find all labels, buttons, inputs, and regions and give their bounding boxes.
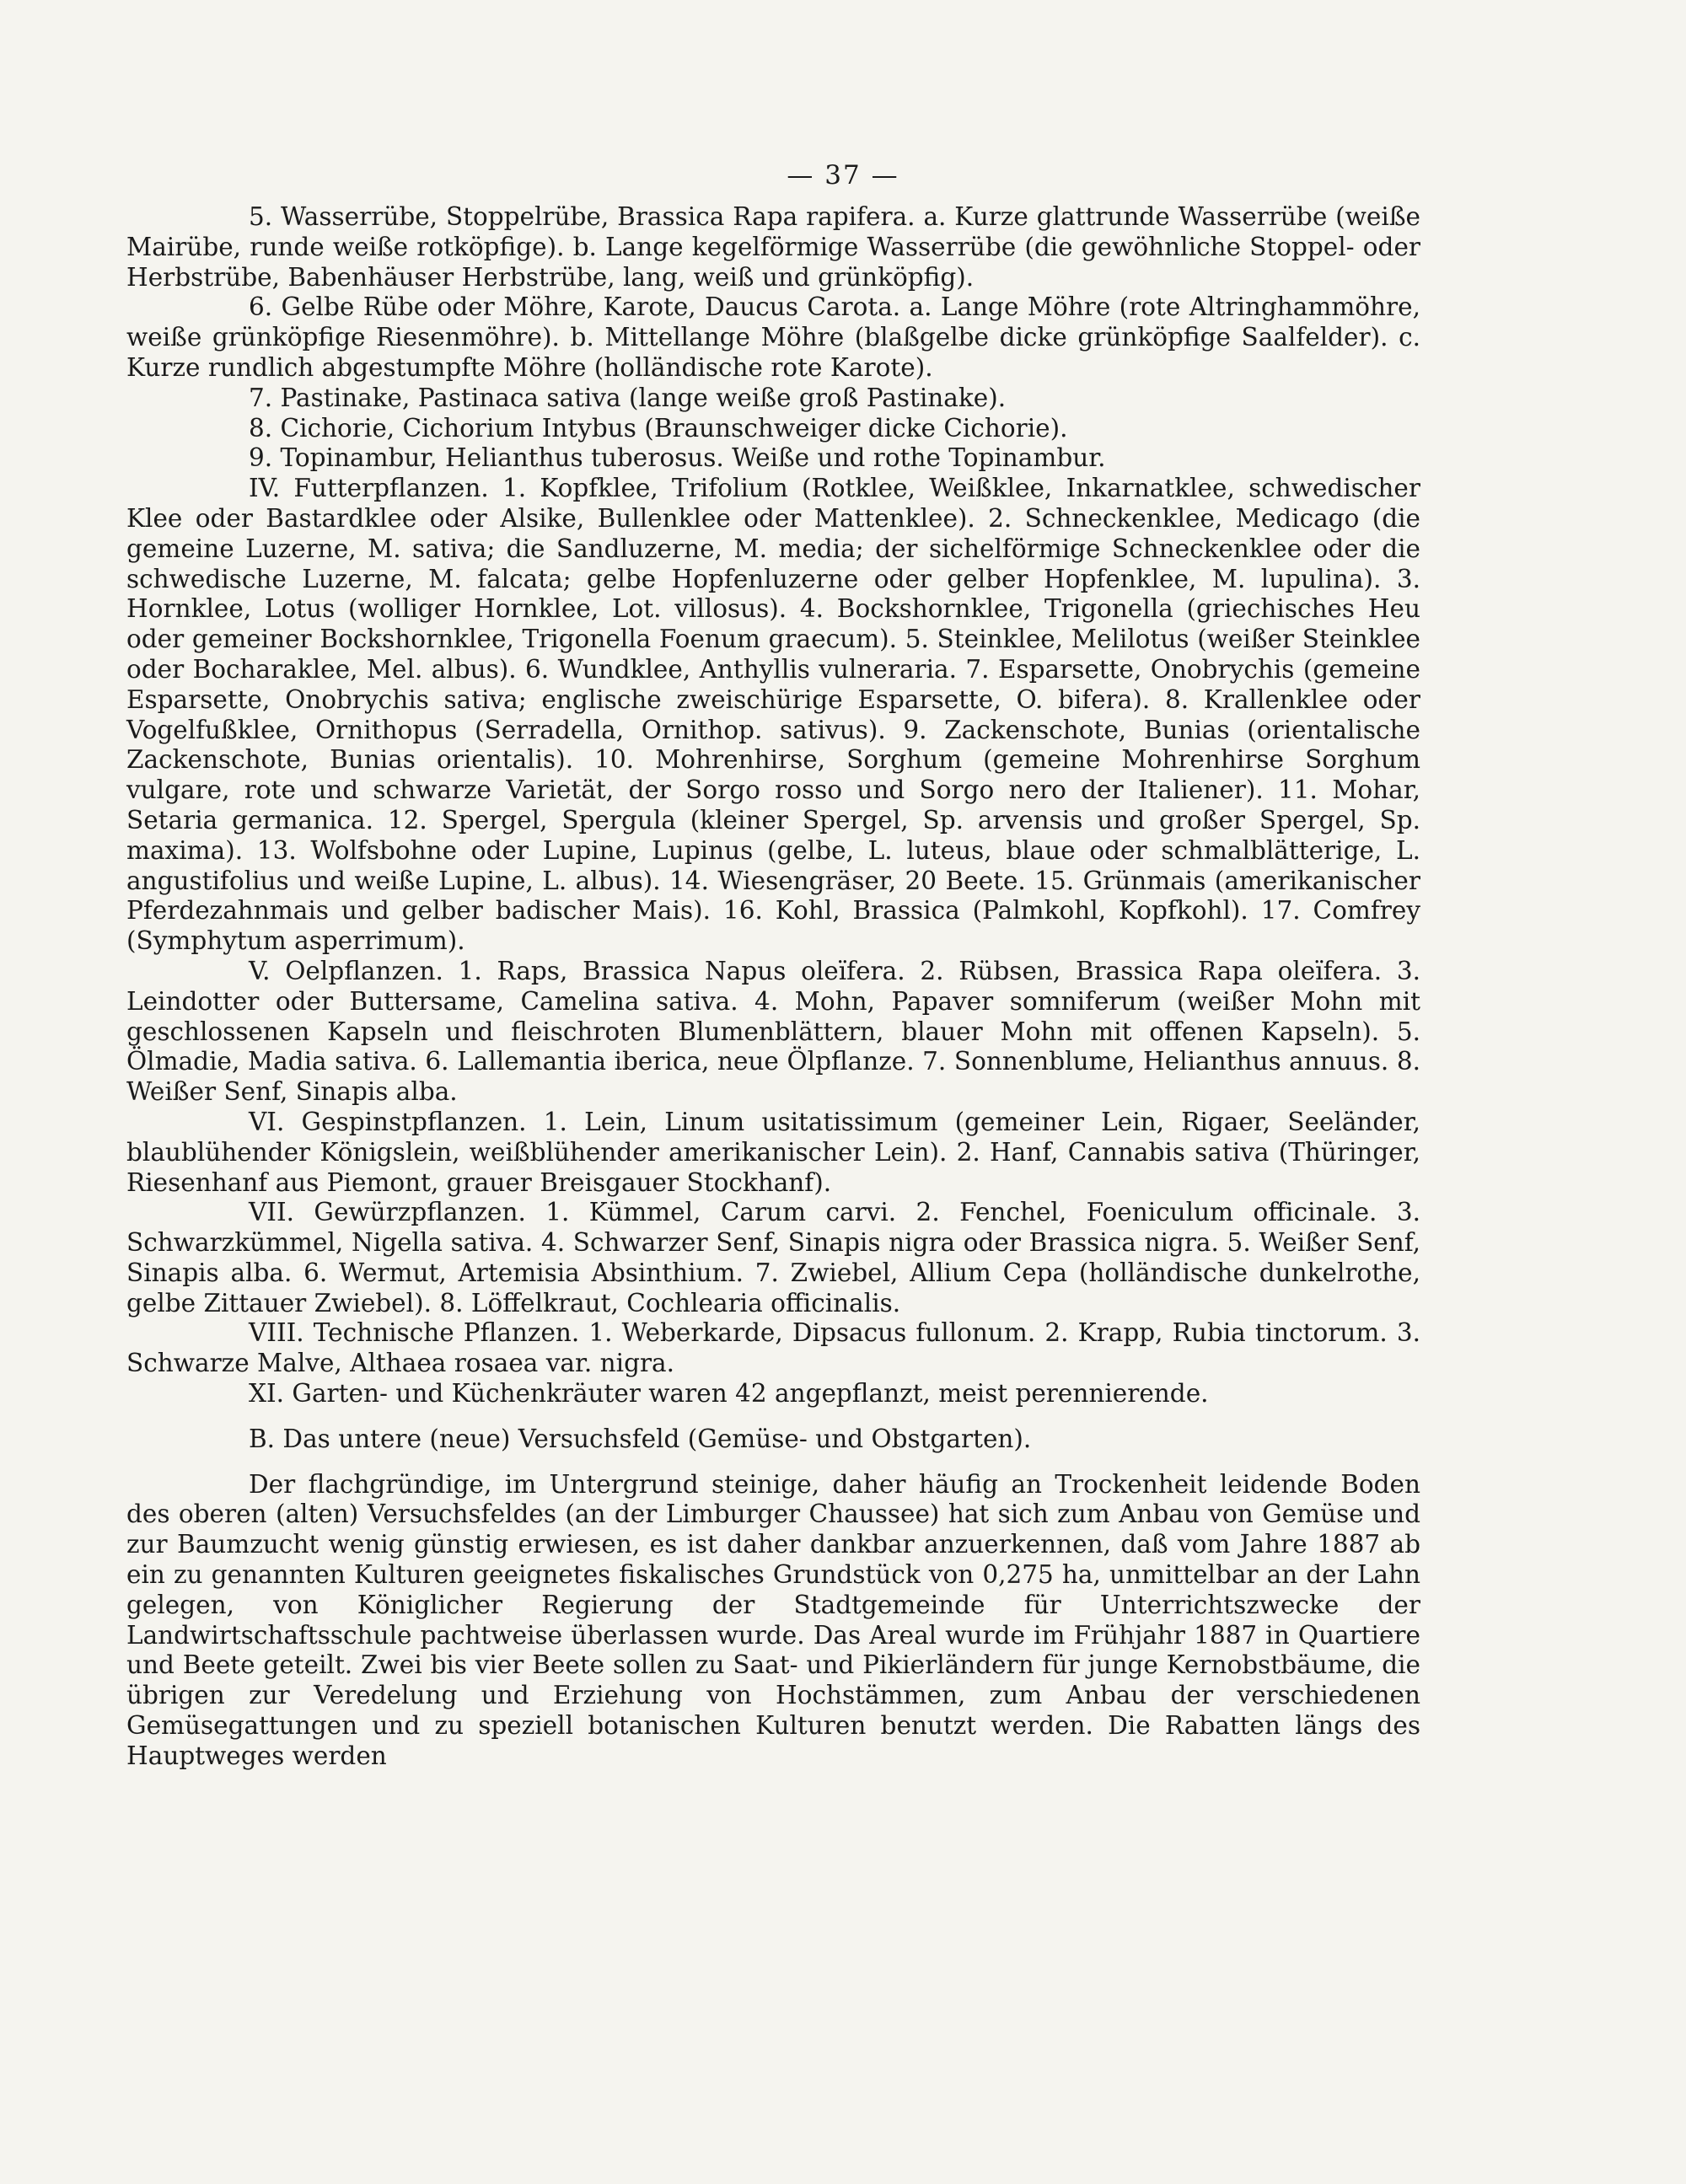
text-column [126, 202, 1420, 1772]
paragraph-kuechenkraeuter: XI. Garten- und Küchenkräuter waren 42 angepflanzt, meist perennierende. [249, 1379, 1209, 1409]
paragraph-oelpflanzen: V. Oelpflanzen. 1. Raps, Brassica Napus oleïfera. 2. Rübsen, Brassica Rapa oleïfera. 3. Leindotter oder Buttersame, Camelina sativa. 4. Mohn, Papaver somniferum (weißer Mohn mit geschlossenen Kapseln und fleischroten Blumenblättern, blauer Mohn mit offenen Kapseln). 5. Ölmadie, Madia sativa. 6. Lallemantia iberica, neue Ölpflanze. 7. Sonnenblume, Helianthus annuus. 8. Weißer Senf, Sinapis alba. [126, 956, 1420, 1107]
body-paragraph: Der flachgründige, im Untergrund steinige, daher häufig an Trockenheit leidende Boden des oberen (alten) Versuchsfeldes (an der Limburger Chaussee) hat sich zum Anbau von Gemüse und zur Baumzucht wenig günstig erwiesen, es ist daher dankbar anzuerkennen, daß vom Jahre 1887 ab ein zu genannten Kulturen geeignetes fiskalisches Grundstück von 0,275 ha, unmittelbar an der Lahn gelegen, von Königlicher Regierung der Stadtgemeinde für Unterrichtszwecke der Landwirtschaftsschule pachtweise überlassen wurde. Das Areal wurde im Frühjahr 1887 in Quartiere und Beete geteilt. Zwei bis vier Beete sollen zu Saat- und Pikierländern für junge Kernobstbäume, die übrigen zur Veredelung und Erziehung von Hochstämmen, zum Anbau der verschiedenen Gemüsegattungen und zu speziell botanischen Kulturen benutzt werden. Die Rabatten längs des Hauptweges werden [126, 1469, 1420, 1770]
section-heading: B. Das untere (neue) Versuchsfeld (Gemüse- und Obstgarten). [249, 1424, 1032, 1453]
paragraph-pastinake: 7. Pastinake, Pastinaca sativa (lange weiße groß Pastinake). [249, 383, 1007, 412]
paragraph-gespinstpflanzen: VI. Gespinstpflanzen. 1. Lein, Linum usitatissimum (gemeiner Lein, Rigaer, Seeländer, blaublühender Königslein, weißblühender amerikanischer Lein). 2. Hanf, Cannabis sativa (Thüringer, Riesenhanf aus Piemont, grauer Breisgauer Stockhanf). [126, 1107, 1420, 1197]
paragraph-gewuerzpflanzen: VII. Gewürzpflanzen. 1. Kümmel, Carum carvi. 2. Fenchel, Foeniculum officinale. 3. Schwarzkümmel, Nigella sativa. 4. Schwarzer Senf, Sinapis nigra oder Brassica nigra. 5. Weißer Senf, Sinapis alba. 6. Wermut, Artemisia Absinthium. 7. Zwiebel, Allium Cepa (holländische dunkelrothe, gelbe Zittauer Zwiebel). 8. Löffelkraut, Cochlearia officinalis. [126, 1198, 1420, 1317]
paragraph-wasserruebe: 5. Wasserrübe, Stoppelrübe, Brassica Rapa rapifera. a. Kurze glattrunde Wasserrübe (weiße Mairübe, runde weiße rotköpfige). b. Lange kegelförmige Wasserrübe (die gewöhnliche Stoppel- oder Herbstrübe, Babenhäuser Herbstrübe, lang, weiß und grünköpfig). [126, 202, 1420, 292]
paragraph-topinambur: 9. Topinambur, Helianthus tuberosus. Weiße und rothe Topinambur. [249, 443, 1106, 473]
page-number: — 37 — [787, 160, 899, 190]
paragraph-futterpflanzen: IV. Futterpflanzen. 1. Kopfklee, Trifolium (Rotklee, Weißklee, Inkarnatklee, schwedischer Klee oder Bastardklee oder Alsike, Bullenklee oder Mattenklee). 2. Schneckenklee, Medicago (die gemeine Luzerne, M. sativa; die Sandluzerne, M. media; der sichelförmige Schneckenklee oder die schwedische Luzerne, M. falcata; gelbe Hopfenluzerne oder gelber Hopfenklee, M. lupulina). 3. Hornklee, Lotus (wolliger Hornklee, Lot. villosus). 4. Bockshornklee, Trigonella (griechisches Heu oder gemeiner Bockshornklee, Trigonella Foenum graecum). 5. Steinklee, Melilotus (weißer Steinklee oder Bocharaklee, Mel. albus). 6. Wundklee, Anthyllis vulneraria. 7. Esparsette, Onobrychis (gemeine Esparsette, Onobrychis sativa; englische zweischürige Esparsette, O. bifera). 8. Krallenklee oder Vogelfußklee, Ornithopus (Serradella, Ornithop. sativus). 9. Zackenschote, Bunias (orientalische Zackenschote, Bunias orientalis). 10. Mohrenhirse, Sorghum (gemeine Mohrenhirse Sorghum vulgare, rote und schwarze Varietät, der Sorgo rosso und Sorgo nero der Italiener). 11. Mohar, Setaria germanica. 12. Spergel, Spergula (kleiner Spergel, Sp. arvensis und großer Spergel, Sp. maxima). 13. Wolfsbohne oder Lupine, Lupinus (gelbe, L. luteus, blaue oder schmalblätterige, L. angustifolius und weiße Lupine, L. albus). 14. Wiesengräser, 20 Beete. 15. Grünmais (amerikanischer Pferdezahnmais und gelber badischer Mais). 16. Kohl, Brassica (Palmkohl, Kopfkohl). 17. Comfrey (Symphytum asperrimum). [126, 474, 1420, 956]
paragraph-moehre: 6. Gelbe Rübe oder Möhre, Karote, Daucus Carota. a. Lange Möhre (rote Altringhammöhre, weiße grünköpfige Riesenmöhre). b. Mittellange Möhre (blaßgelbe dicke grünköpfige Saalfelder). c. Kurze rundlich abgestumpfte Möhre (holländische rote Karote). [126, 292, 1420, 382]
paragraph-technische-pflanzen: VIII. Technische Pflanzen. 1. Weberkarde, Dipsacus fullonum. 2. Krapp, Rubia tinctorum. 3. Schwarze Malve, Althaea rosaea var. nigra. [126, 1318, 1420, 1378]
paragraph-cichorie: 8. Cichorie, Cichorium Intybus (Braunschweiger dicke Cichorie). [249, 413, 1068, 443]
